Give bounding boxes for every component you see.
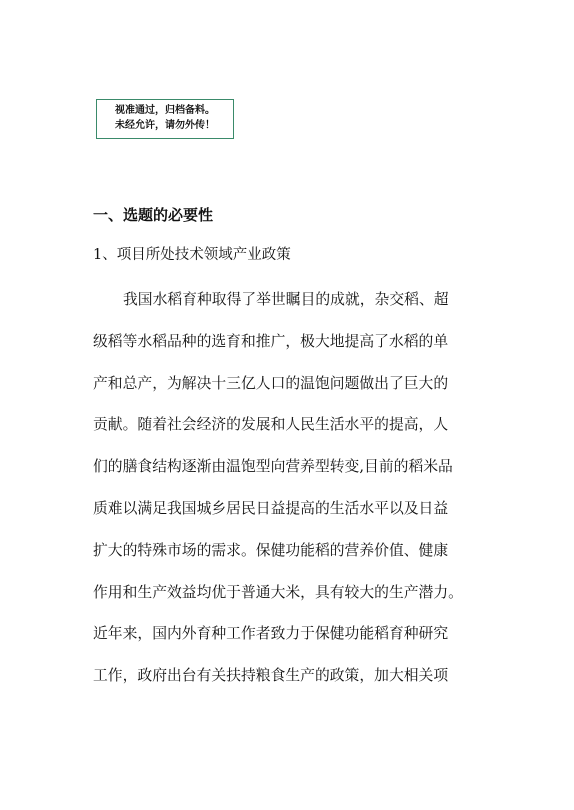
- body-line-9: 近年来，国内外育种工作者致力于保健功能稻育种研究: [93, 625, 449, 643]
- body-paragraph: [93, 287, 488, 705]
- notice-line-2: 未经允许，请勿外传！: [115, 120, 215, 131]
- body-line-7: 扩大的特殊市场的需求。保健功能稻的营养价值、健康: [93, 541, 449, 559]
- notice-line-1: 视准通过，归档备料。: [115, 105, 215, 116]
- body-line-5: 们的膳食结构逐渐由温饱型向营养型转变,目前的稻米品: [93, 458, 453, 476]
- body-line-4: 贡献。随着社会经济的发展和人民生活水平的提高，人: [93, 416, 449, 434]
- body-line-8: 作用和生产效益均优于普通大米，具有较大的生产潜力。: [93, 583, 463, 601]
- notice-box: [96, 99, 234, 139]
- body-line-3: 产和总产，为解决十三亿人口的温饱问题做出了巨大的: [93, 374, 449, 392]
- body-line-2: 级稻等水稻品种的选育和推广，极大地提高了水稻的单: [93, 332, 449, 350]
- subsection-heading: 1、项目所处技术领域产业政策: [93, 247, 291, 263]
- body-line-10: 工作，政府出台有关扶持粮食生产的政策，加大相关项: [93, 667, 449, 685]
- section-heading: 一、选题的必要性: [93, 206, 214, 224]
- body-line-1: 我国水稻育种取得了举世瞩目的成就，杂交稻、超: [123, 291, 449, 308]
- body-line-6: 质难以满足我国城乡居民日益提高的生活水平以及日益: [93, 499, 449, 517]
